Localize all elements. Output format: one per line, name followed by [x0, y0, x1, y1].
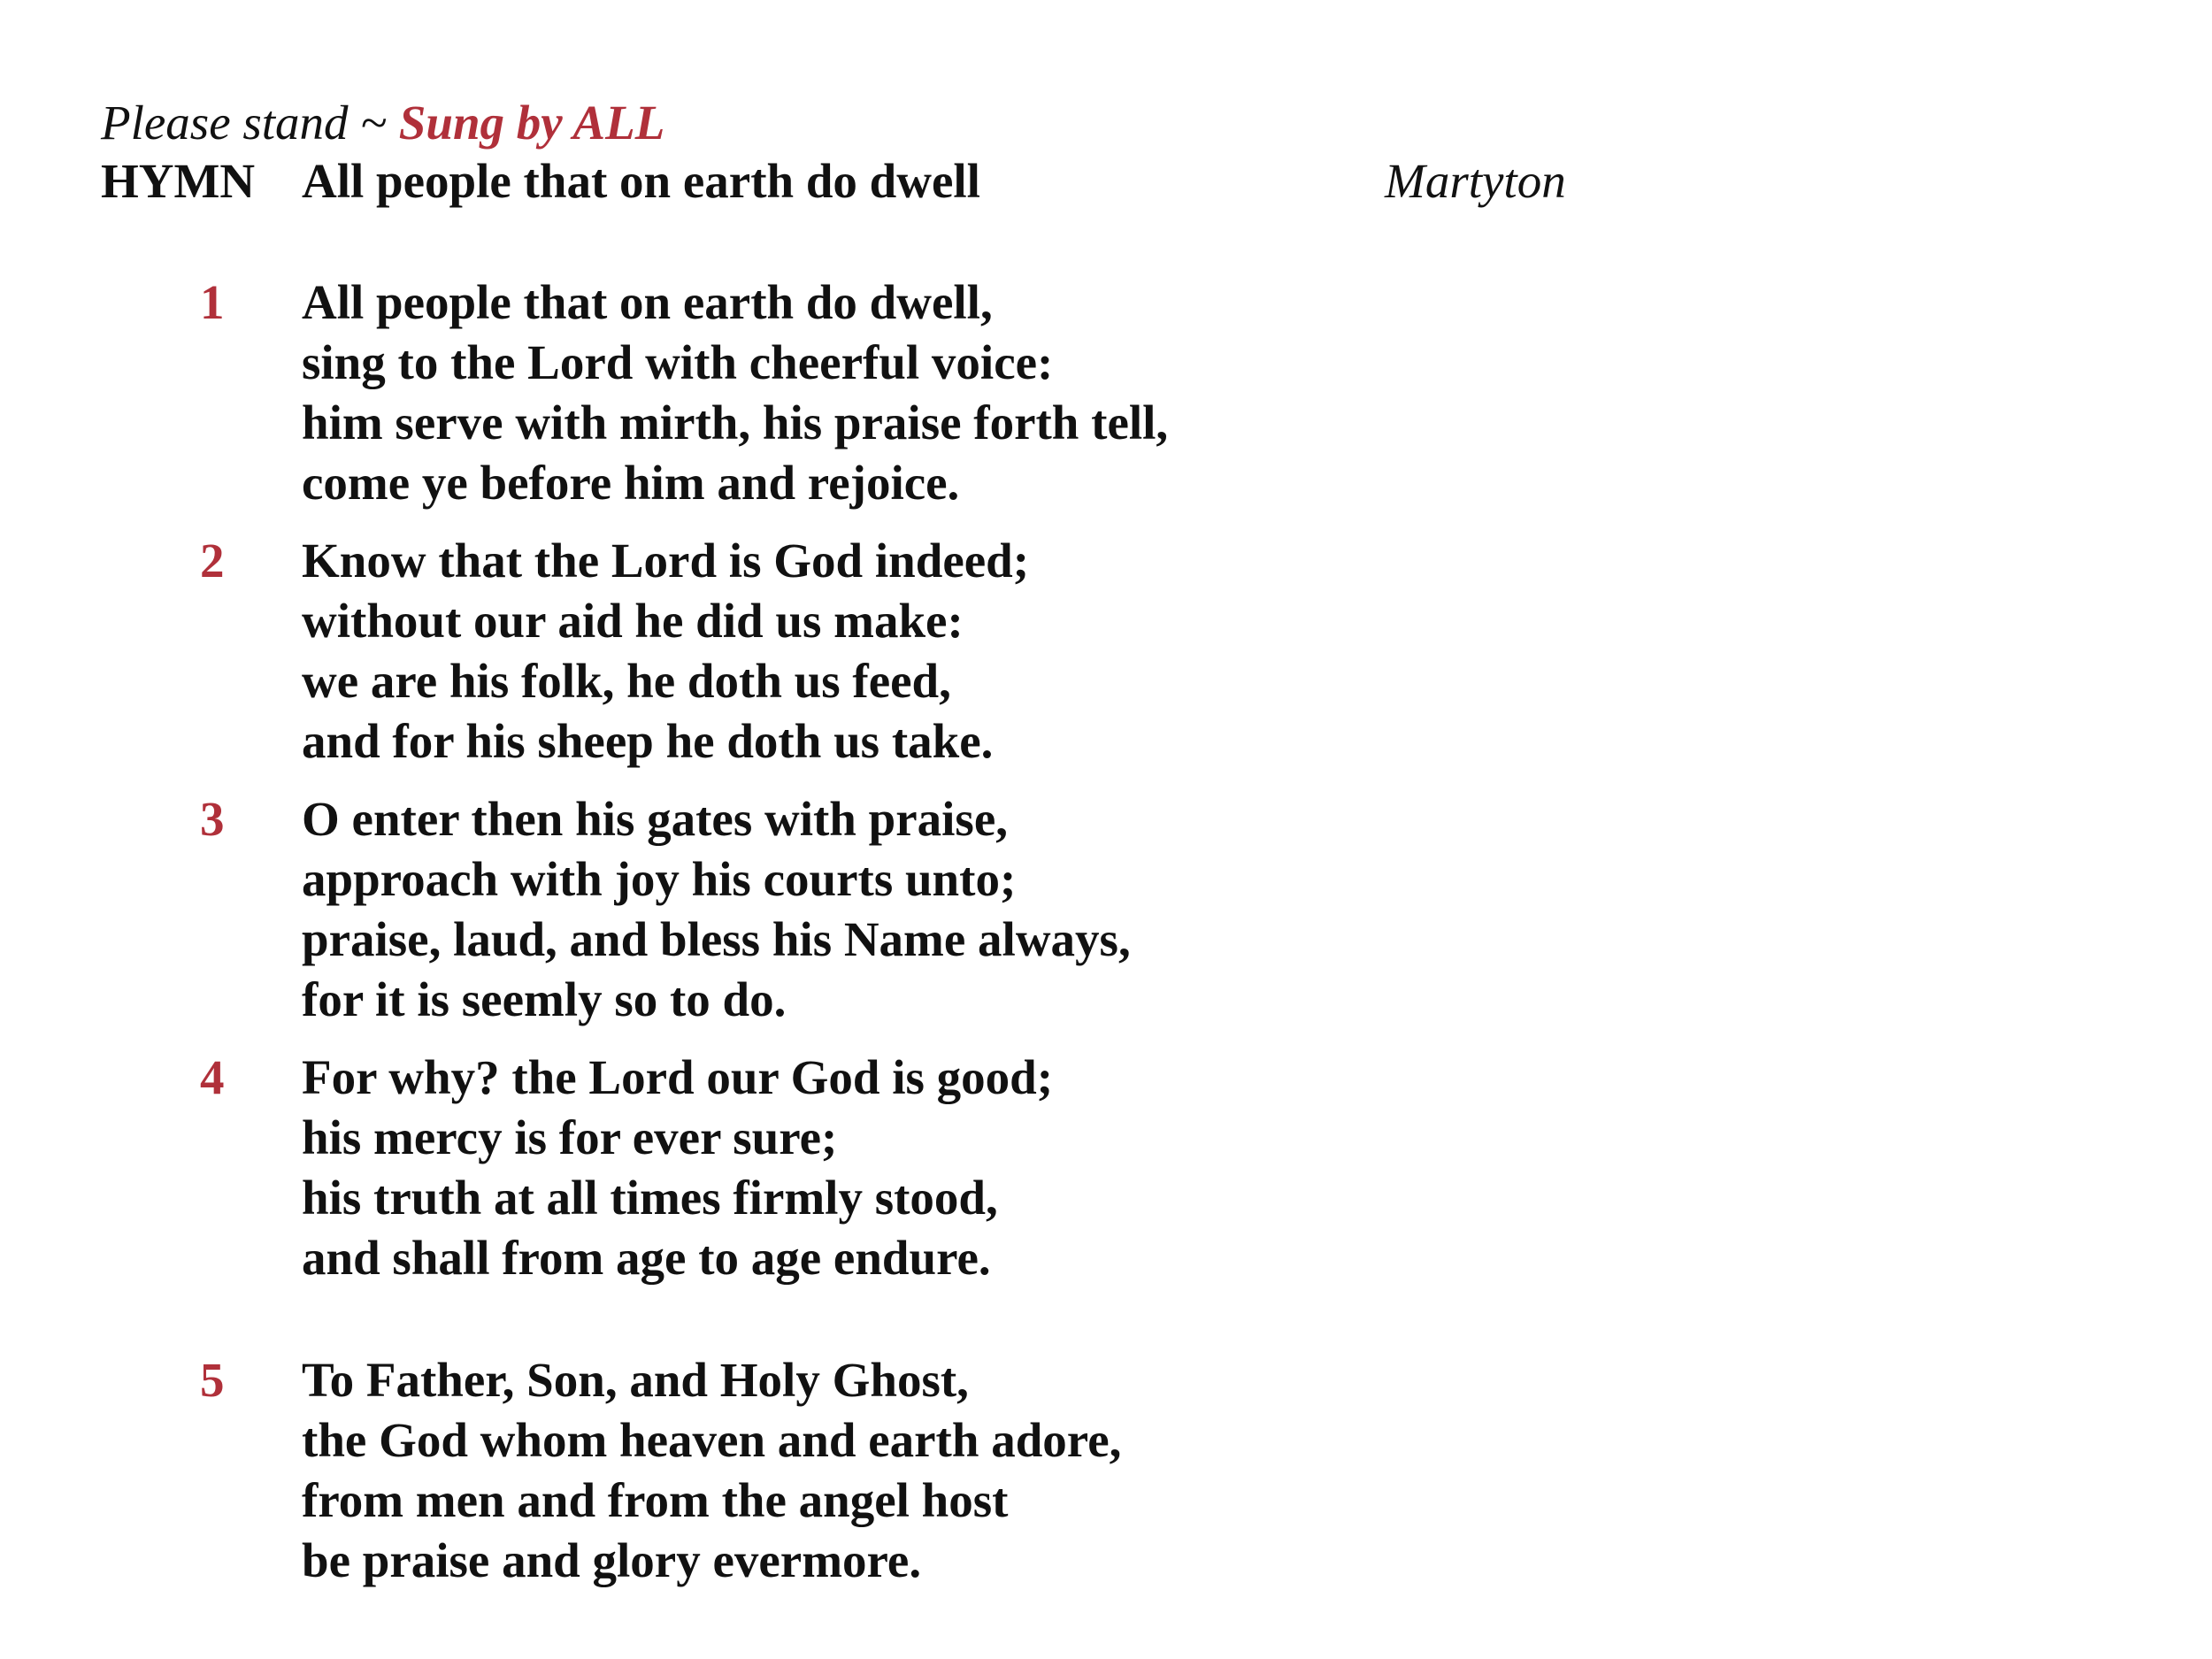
- verse-number: 2: [200, 534, 225, 588]
- verse-line: for it is seemly so to do.: [302, 972, 787, 1026]
- verse-line: the God whom heaven and earth adore,: [302, 1413, 1122, 1467]
- verse-line: him serve with mirth, his praise forth tell,: [302, 396, 1169, 449]
- verse-number: 4: [200, 1050, 225, 1104]
- verse-line: For why? the Lord our God is good;: [302, 1050, 1054, 1104]
- verse-lines: [302, 789, 1131, 1030]
- stand-instruction: Please stand ~: [101, 96, 399, 150]
- verse-5: [0, 1350, 2212, 1591]
- sung-by-all: Sung by ALL: [398, 96, 665, 150]
- verse-lines: [302, 273, 1168, 513]
- verse-line: his mercy is for ever sure;: [302, 1110, 838, 1164]
- hymn-label: HYMN: [101, 154, 256, 208]
- verse-line: come ye before him and rejoice.: [302, 456, 960, 510]
- verse-line: and shall from age to age endure.: [302, 1231, 991, 1285]
- verse-lines: [302, 531, 1029, 772]
- verse-line: from men and from the angel host: [302, 1473, 1009, 1527]
- verse-1: [0, 273, 2212, 513]
- verse-line: without our aid he did us make:: [302, 594, 964, 648]
- verse-line: his truth at all times firmly stood,: [302, 1171, 998, 1225]
- verse-2: [0, 531, 2212, 772]
- verse-line: be praise and glory evermore.: [302, 1533, 922, 1587]
- verse-lines: [302, 1350, 1121, 1591]
- verse-line: Know that the Lord is God indeed;: [302, 534, 1030, 588]
- verse-line: To Father, Son, and Holy Ghost,: [302, 1353, 969, 1407]
- hymn-header: [0, 150, 2212, 212]
- verse-line: praise, laud, and bless his Name always,: [302, 912, 1131, 966]
- verse-line: approach with joy his courts unto;: [302, 852, 1017, 906]
- verse-line: sing to the Lord with cheerful voice:: [302, 335, 1054, 389]
- verse-number: 5: [200, 1353, 225, 1407]
- verse-3: [0, 789, 2212, 1030]
- verse-line: All people that on earth do dwell,: [302, 275, 993, 329]
- verse-lines: [302, 1048, 1053, 1288]
- verse-line: we are his folk, he doth us feed,: [302, 654, 951, 708]
- hymn-tune-name: Martyton: [1385, 154, 1566, 208]
- hymn-verses: [0, 273, 2212, 1609]
- verse-line: O enter then his gates with praise,: [302, 792, 1008, 846]
- hymn-title: All people that on earth do dwell: [302, 154, 980, 208]
- verse-number: 1: [200, 275, 225, 329]
- verse-4: [0, 1048, 2212, 1288]
- verse-line: and for his sheep he doth us take.: [302, 714, 994, 768]
- verse-number: 3: [200, 792, 225, 846]
- rubric: [101, 92, 664, 154]
